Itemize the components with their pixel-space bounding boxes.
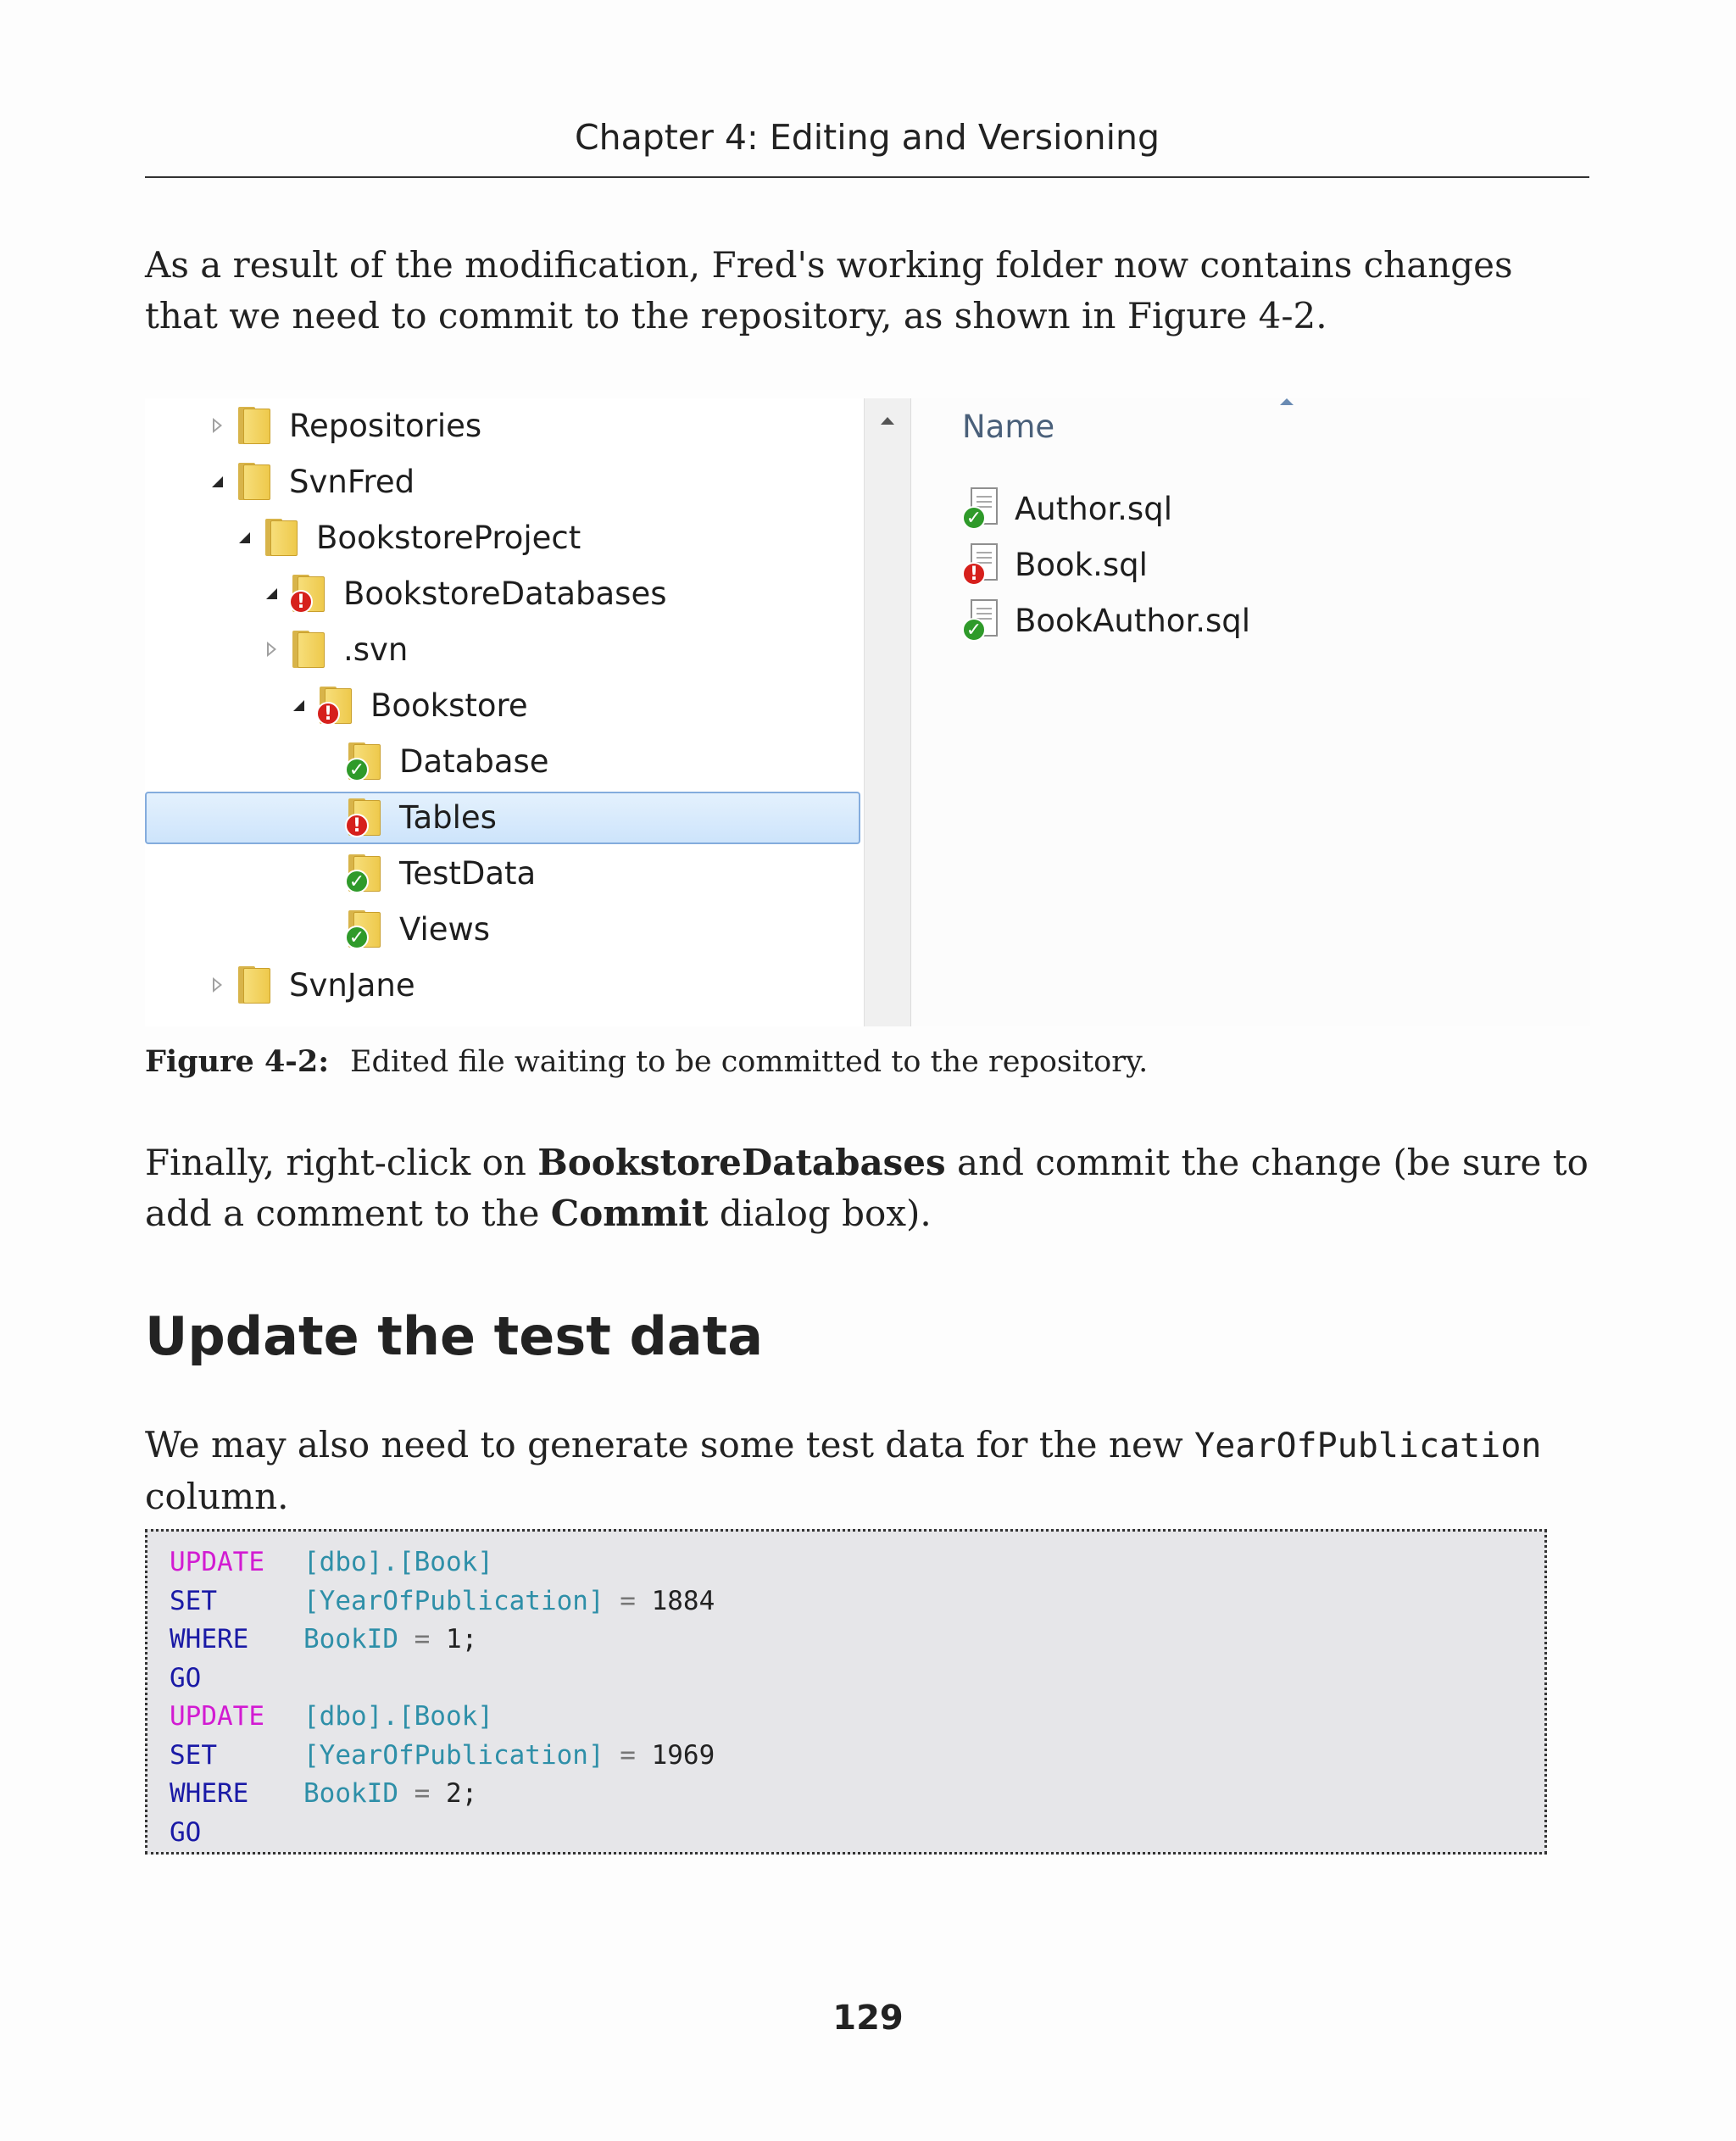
selection-highlight (145, 792, 860, 844)
exclamation-icon: ! (289, 590, 313, 614)
expanded-arrow-icon[interactable] (204, 469, 230, 494)
folder-icon (345, 741, 384, 781)
expander-spacer (314, 916, 340, 942)
sql-value: 1884 (651, 1585, 715, 1616)
tree-item-label: Database (399, 742, 549, 780)
tree-item-label: BookstoreProject (316, 519, 581, 556)
sql-value: 1; (445, 1624, 478, 1654)
sql-keyword: WHERE (170, 1624, 249, 1654)
code-line (170, 1621, 1544, 1660)
folder-icon (345, 909, 384, 949)
commit-paragraph (145, 1137, 1589, 1239)
folder-icon (235, 461, 274, 502)
sql-identifier: [YearOfPublication] (303, 1585, 604, 1616)
file-list-pane (911, 398, 1590, 1026)
sql-operator: = (398, 1778, 446, 1809)
tree-item[interactable] (314, 734, 549, 788)
file-name: Author.sql (1015, 490, 1172, 527)
tree-item-label: Bookstore (370, 687, 528, 724)
sql-keyword: GO (170, 1662, 202, 1693)
folder-icon (345, 853, 384, 893)
folder-tree-pane (145, 398, 864, 1026)
expander-spacer (314, 860, 340, 886)
folder-icon (289, 629, 328, 670)
sql-code-block (145, 1529, 1547, 1855)
sql-identifier: BookID (303, 1624, 398, 1654)
file-list-item[interactable] (962, 593, 1250, 648)
bold-term-bookstoredatabases: BookstoreDatabases (537, 1142, 946, 1183)
bold-term-commit: Commit (550, 1193, 709, 1234)
file-name: BookAuthor.sql (1015, 602, 1251, 639)
scroll-up-arrow-icon[interactable] (881, 417, 894, 425)
tree-item-label: SvnJane (289, 966, 415, 1004)
expander-spacer (314, 748, 340, 774)
check-mark-icon: ✓ (345, 926, 369, 949)
folder-icon (345, 797, 384, 837)
folder-icon (235, 965, 274, 1005)
text-run: dialog box). (708, 1193, 932, 1234)
name-column-header[interactable]: Name (962, 409, 1055, 445)
code-line (170, 1737, 1544, 1776)
code-line (170, 1814, 1544, 1853)
folder-icon (289, 573, 328, 614)
tree-item[interactable] (259, 622, 408, 676)
code-line (170, 1582, 1544, 1621)
sort-ascending-icon (1280, 398, 1294, 405)
tree-item[interactable] (231, 510, 581, 564)
tree-item-label: BookstoreDatabases (343, 575, 667, 612)
check-mark-icon: ✓ (962, 618, 986, 642)
running-head: Chapter 4: Editing and Versioning (574, 117, 1160, 158)
file-list-item[interactable] (962, 537, 1148, 592)
text-run: and commit the change (be sure to add a comment to the (145, 1142, 1589, 1234)
text-run: column. (145, 1476, 289, 1517)
expanded-arrow-icon[interactable] (286, 692, 311, 718)
code-line (170, 1543, 1544, 1582)
figure-screenshot (145, 398, 1590, 1026)
page-number: 129 (832, 1999, 904, 2038)
intro-paragraph: As a result of the modification, Fred's working folder now contains changes that we need to commit to the repository, as shown in Figure 4-2. (145, 244, 1513, 336)
expanded-arrow-icon[interactable] (231, 525, 257, 550)
section-heading: Update the test data (145, 1305, 764, 1367)
sql-operator: = (604, 1585, 652, 1616)
text-run: Finally, right-click on (145, 1142, 538, 1183)
tree-item[interactable] (286, 678, 528, 732)
folder-icon (262, 517, 301, 558)
sql-keyword: UPDATE (170, 1701, 264, 1732)
expander-spacer (314, 804, 340, 830)
check-mark-icon: ✓ (345, 758, 369, 781)
tree-item-label: Repositories (289, 407, 482, 444)
exclamation-icon: ! (345, 814, 369, 837)
inline-code: YearOfPublication (1194, 1426, 1542, 1465)
sql-value: 1969 (651, 1739, 715, 1771)
tree-item-label: TestData (399, 854, 537, 892)
sql-keyword: SET (170, 1585, 217, 1616)
sql-file-icon (962, 487, 1001, 530)
sql-file-icon (962, 599, 1001, 642)
tree-item[interactable] (204, 958, 415, 1012)
collapsed-arrow-icon[interactable] (204, 413, 230, 438)
tree-item-label: Views (399, 910, 491, 948)
exclamation-icon: ! (962, 562, 986, 586)
sql-keyword: SET (170, 1739, 217, 1771)
sql-identifier: [dbo].[Book] (303, 1701, 493, 1732)
tree-item[interactable] (204, 454, 415, 509)
folder-icon (316, 685, 355, 726)
check-mark-icon: ✓ (962, 506, 986, 530)
folder-icon (235, 405, 274, 446)
check-mark-icon: ✓ (345, 870, 369, 893)
tree-item[interactable] (314, 790, 497, 844)
tree-item-label: SvnFred (289, 463, 415, 500)
expanded-arrow-icon[interactable] (259, 581, 284, 606)
figure-caption-text: Edited file waiting to be committed to the repository. (350, 1045, 1149, 1079)
sql-operator: = (604, 1739, 652, 1771)
file-list-item[interactable] (962, 481, 1172, 536)
figure-caption (145, 1044, 1589, 1079)
tree-item[interactable] (314, 846, 536, 900)
tree-item[interactable] (204, 398, 481, 453)
sql-identifier: [dbo].[Book] (303, 1547, 493, 1577)
sql-keyword: UPDATE (170, 1547, 264, 1577)
collapsed-arrow-icon[interactable] (259, 637, 284, 662)
sql-identifier: BookID (303, 1778, 398, 1809)
exclamation-icon: ! (316, 702, 340, 726)
tree-item[interactable] (314, 902, 490, 956)
test-data-paragraph (145, 1420, 1589, 1522)
sql-file-icon (962, 543, 1001, 586)
text-run: We may also need to generate some test data for the new (145, 1424, 1195, 1465)
sql-keyword: WHERE (170, 1778, 249, 1809)
sql-keyword: GO (170, 1816, 202, 1848)
tree-item-label: .svn (343, 631, 409, 668)
sql-value: 2; (445, 1778, 478, 1809)
code-line (170, 1775, 1544, 1814)
code-line (170, 1698, 1544, 1737)
figure-caption-label: Figure 4-2: (145, 1044, 330, 1079)
scrollbar[interactable] (864, 398, 912, 1026)
tree-item[interactable] (259, 566, 667, 620)
tree-item-label: Tables (399, 798, 497, 836)
collapsed-arrow-icon[interactable] (204, 972, 230, 998)
code-line (170, 1660, 1544, 1699)
header-rule (145, 176, 1589, 178)
sql-operator: = (398, 1624, 446, 1654)
sql-identifier: [YearOfPublication] (303, 1739, 604, 1771)
file-name: Book.sql (1015, 546, 1148, 583)
